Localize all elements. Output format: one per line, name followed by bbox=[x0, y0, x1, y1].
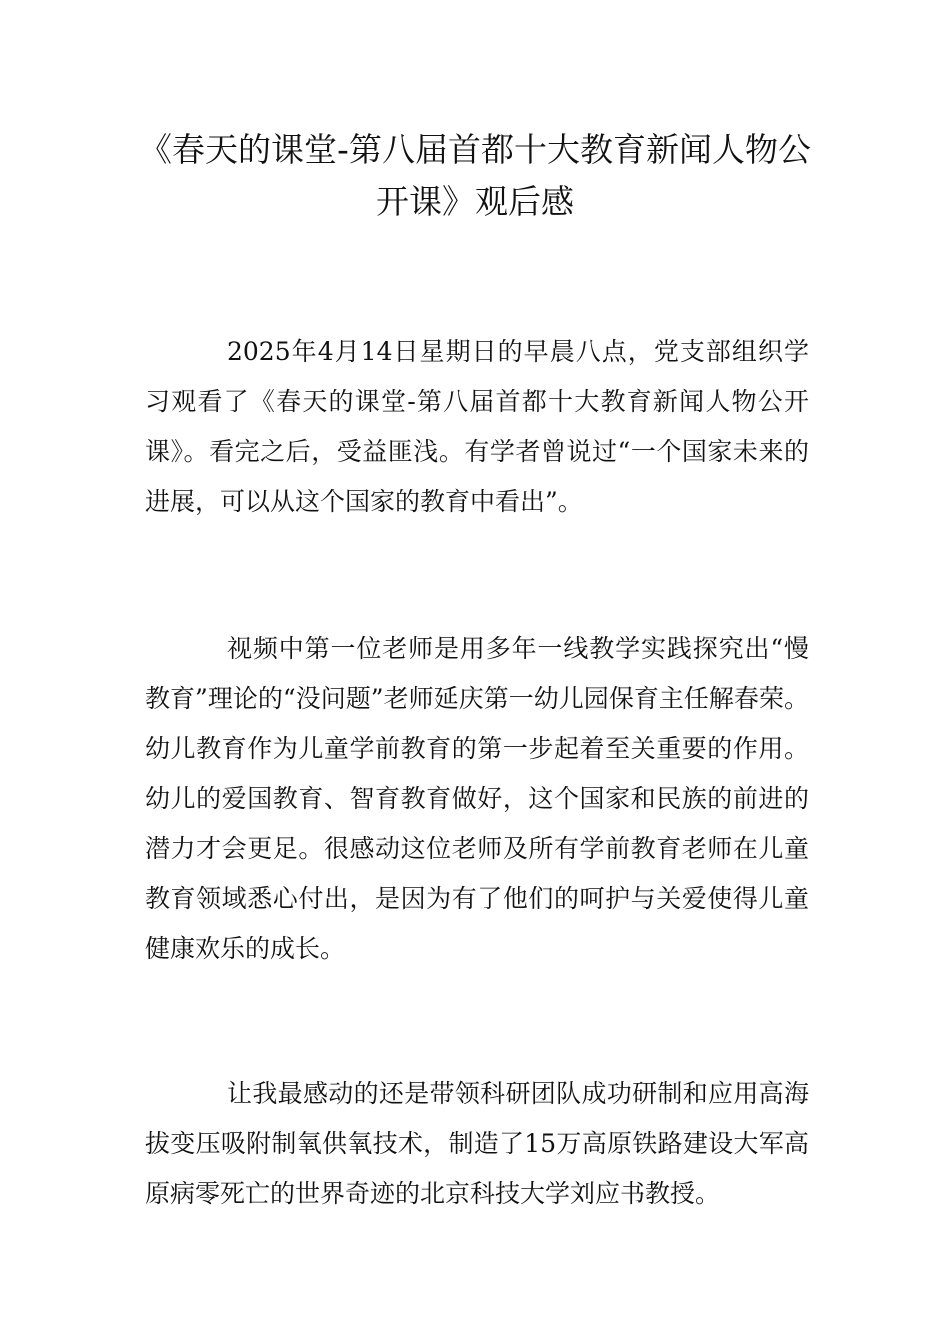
paragraph-1: 2025年4月14日星期日的早晨八点，党支部组织学习观看了《春天的课堂-第八届首都十大教育新闻人物公开课》。看完之后，受益匪浅。有学者曾说过“一个国家未来的进展，可以从这个国家的教育中看出”。 bbox=[145, 337, 809, 516]
paragraph-2: 视频中第一位老师是用多年一线教学实践探究出“慢教育”理论的“没问题”老师延庆第一幼儿园保育主任解春荣。幼儿教育作为儿童学前教育的第一步起着至关重要的作用。幼儿的爱国教育、智育教育做好，这个国家和民族的前进的潜力才会更足。很感动这位老师及所有学前教育老师在儿童教育领域悉心付出，是因为有了他们的呵护与关爱使得儿童健康欢乐的成长。 bbox=[145, 634, 809, 963]
paragraph-3: 让我最感动的还是带领科研团队成功研制和应用高海拔变压吸附制氧供氧技术，制造了15万高原铁路建设大军高原病零死亡的世界奇迹的北京科技大学刘应书教授。 bbox=[145, 1079, 809, 1208]
document-title: 《春天的课堂-第八届首都十大教育新闻人物公开课》观后感 bbox=[139, 130, 811, 221]
